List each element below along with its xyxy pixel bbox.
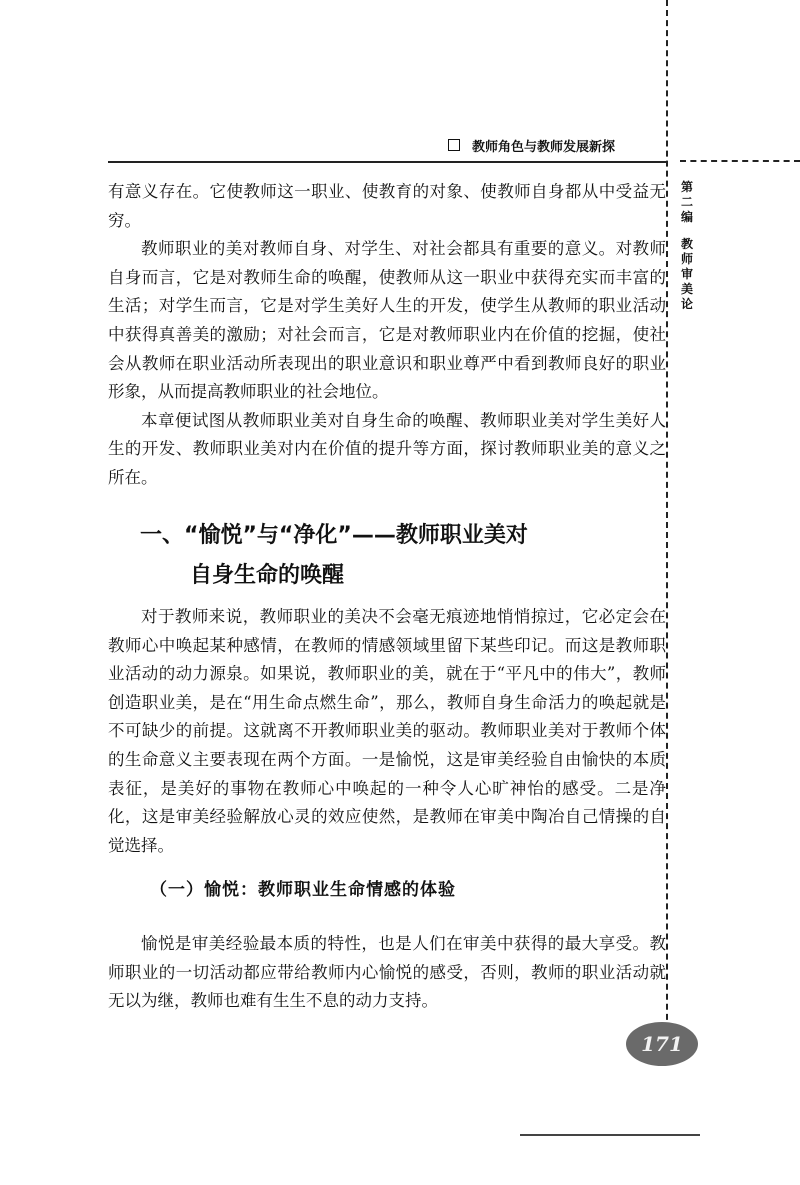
header-title: 教师角色与教师发展新探 — [472, 139, 616, 155]
paragraph: 愉悦是审美经验最本质的特性，也是人们在审美中获得的最大享受。教师职业的一切活动都应带给教师内心愉悦的感受，否则，教师的职业活动就无以为继，教师也难有生生不息的动力支持。 — [108, 934, 666, 1011]
side-tab-char: 教 — [680, 237, 693, 251]
side-tab-char: 论 — [680, 297, 693, 311]
running-header — [448, 134, 668, 156]
section-heading-line1: 一、“愉悦”与“净化”——教师职业美对 — [140, 523, 528, 548]
text-block-bottom — [108, 930, 666, 1016]
page-number: 171 — [626, 1022, 698, 1066]
paragraph: 有意义存在。它使教师这一职业、使教育的对象、使教师自身都从中受益无穷。 — [108, 182, 666, 230]
side-tab-part: 第二编 — [680, 180, 693, 224]
margin-dashed-line — [666, 0, 668, 1060]
side-tab-char: 审 — [680, 267, 693, 281]
text-block-top — [108, 178, 666, 493]
side-tab — [676, 180, 698, 312]
side-tab-char: 美 — [680, 282, 693, 296]
section-heading — [140, 516, 660, 596]
side-tab-char: 师 — [680, 252, 693, 266]
text-block-middle — [108, 603, 666, 860]
square-icon — [448, 139, 460, 151]
section-heading-line2: 自身生命的唤醒 — [190, 563, 345, 588]
paragraph: 教师职业的美对教师自身、对学生、对社会都具有重要的意义。对教师自身而言，它是对教师生命的唤醒，使教师从这一职业中获得充实而丰富的生活；对学生而言，它是对学生美好人生的开发，使学生从教师的职业活动中获得真善美的激励；对社会而言，它是对教师职业内在价值的挖掘，使社会从教师在职业活动所表现出的职业意识和职业尊严中看到教师良好的职业形象，从而提高教师职业的社会地位。 — [108, 239, 666, 402]
side-dashed-line — [680, 160, 800, 162]
paragraph: 本章便试图从教师职业美对自身生命的唤醒、教师职业美对学生美好人生的开发、教师职业美对内在价值的提升等方面，探讨教师职业美的意义之所在。 — [108, 410, 666, 487]
paragraph: 对于教师来说，教师职业的美决不会毫无痕迹地悄悄掠过，它必定会在教师心中唤起某种感情，在教师的情感领域里留下某些印记。而这是教师职业活动的动力源泉。如果说，教师职业的美，就在于“平凡中的伟大”，教师创造职业美，是在“用生命点燃生命”，那么，教师自身生命活力的唤起就是不可缺少的前提。这就离不开教师职业美的驱动。教师职业美对于教师个体的生命意义主要表现在两个方面。一是愉悦，这是审美经验自由愉快的本质表征，是美好的事物在教师心中唤起的一种令人心旷神怡的感受。二是净化，这是审美经验解放心灵的效应使然，是教师在审美中陶冶自己情操的自觉选择。 — [108, 607, 666, 855]
subsection-heading: （一）愉悦：教师职业生命情感的体验 — [150, 880, 456, 900]
bottom-rule — [520, 1134, 700, 1136]
header-rule — [108, 161, 668, 163]
